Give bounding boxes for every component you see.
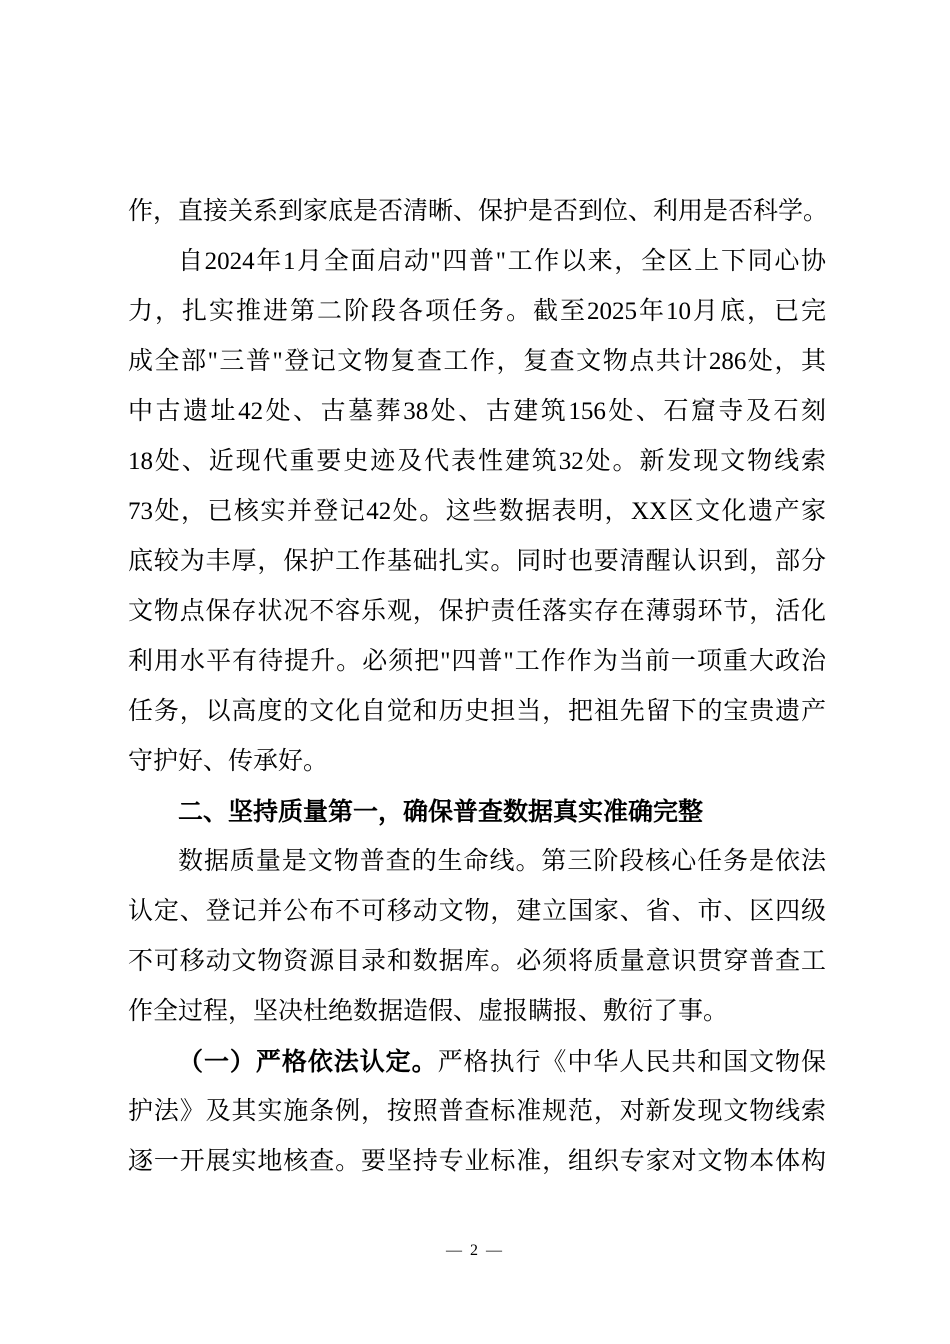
text-line [128,637,826,687]
heading-text: 二、坚持质量第一，确保普查数据真实准确完整 [178,797,704,826]
line-text: 中古遗址42处、古墓葬38处、古建筑156处、石窟寺及石刻 [128,398,826,425]
page-number: — 2 — [446,1242,504,1259]
text-line [128,187,829,237]
text-line [128,387,826,437]
line-text: 数据质量是文物普查的生命线。第三阶段核心任务是依法 [178,848,826,875]
line-text: 作，直接关系到家底是否清晰、保护是否到位、利用是否科学。 [128,198,829,225]
text-line [128,987,826,1037]
line-text: 成全部"三普"登记文物复查工作，复查文物点共计286处，其 [128,348,826,375]
section-heading [128,787,826,837]
line-text: 守护好、传承好。 [128,748,329,775]
line-text: 作全过程，坚决杜绝数据造假、虚报瞒报、敷衍了事。 [128,998,729,1025]
line-text: 严格执行《中华人民共和国文物保 [437,1049,826,1076]
line-text: 底较为丰厚，保护工作基础扎实。同时也要清醒认识到，部分 [128,548,826,575]
text-line [128,537,826,587]
text-line [128,937,826,987]
line-text: 逐一开展实地核查。要坚持专业标准，组织专家对文物本体构 [128,1148,826,1175]
document-body [128,187,829,1187]
text-line [128,1087,826,1137]
line-text: 73处，已核实并登记42处。这些数据表明，XX区文化遗产家 [128,498,826,525]
text-line [128,1137,826,1187]
line-text: 文物点保存状况不容乐观，保护责任落实存在薄弱环节，活化 [128,598,826,625]
line-text: 自2024年1月全面启动"四普"工作以来，全区上下同心协 [178,248,826,275]
line-text: 利用水平有待提升。必须把"四普"工作作为当前一项重大政治 [128,648,826,675]
subsection-line [128,1037,826,1087]
text-line [128,737,826,787]
text-line [128,837,826,887]
text-line [128,337,826,387]
line-text: 认定、登记并公布不可移动文物，建立国家、省、市、区四级 [128,898,826,925]
text-line [128,237,826,287]
text-line [128,687,826,737]
text-line [128,287,826,337]
text-line [128,487,826,537]
text-line [128,437,826,487]
text-line [128,587,826,637]
line-text: 18处、近现代重要史迹及代表性建筑32处。新发现文物线索 [128,448,826,475]
text-line [128,887,826,937]
subheading-text: （一）严格依法认定。 [178,1047,438,1076]
line-text: 任务，以高度的文化自觉和历史担当，把祖先留下的宝贵遗产 [128,698,826,725]
line-text: 力，扎实推进第二阶段各项任务。截至2025年10月底，已完 [128,298,826,325]
line-text: 不可移动文物资源目录和数据库。必须将质量意识贯穿普查工 [128,948,826,975]
line-text: 护法》及其实施条例，按照普查标准规范，对新发现文物线索 [128,1098,826,1125]
